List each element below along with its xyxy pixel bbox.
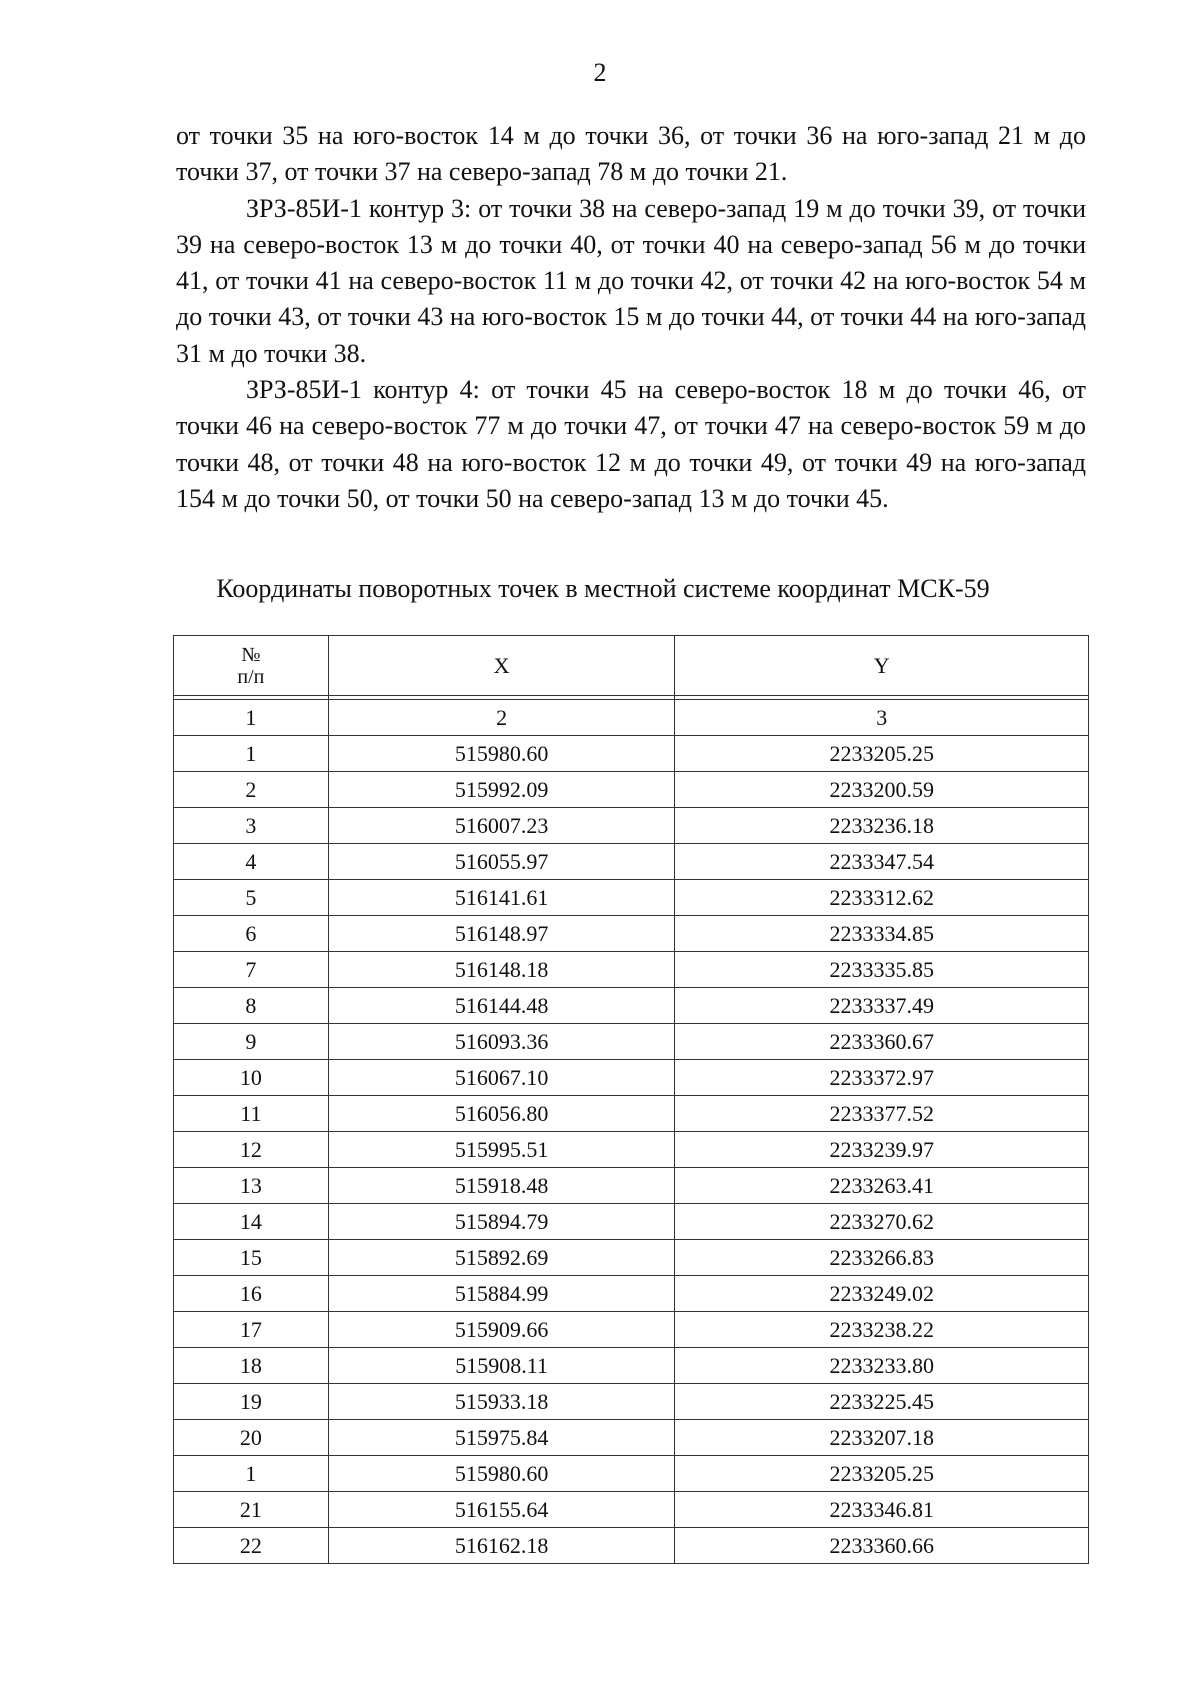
table-row	[174, 808, 1089, 844]
table-row	[174, 1168, 1089, 1204]
row-number: 14	[174, 1204, 329, 1240]
coord-x: 516162.18	[328, 1528, 675, 1564]
body-text	[176, 118, 1086, 517]
coord-y: 2233205.25	[675, 736, 1089, 772]
table-row	[174, 736, 1089, 772]
coord-y: 2233360.67	[675, 1024, 1089, 1060]
column-number: 2	[328, 700, 675, 736]
page-number: 2	[593, 58, 607, 87]
coord-x: 515918.48	[328, 1168, 675, 1204]
coord-y: 2233346.81	[675, 1492, 1089, 1528]
table-row	[174, 1492, 1089, 1528]
table-row	[174, 988, 1089, 1024]
table-row	[174, 1024, 1089, 1060]
coord-y: 2233249.02	[675, 1276, 1089, 1312]
table-row	[174, 1348, 1089, 1384]
coord-x: 516067.10	[328, 1060, 675, 1096]
coord-y: 2233372.97	[675, 1060, 1089, 1096]
table-header-row	[174, 636, 1089, 696]
table-row	[174, 880, 1089, 916]
header-number	[174, 636, 329, 696]
coord-y: 2233205.25	[675, 1456, 1089, 1492]
coordinates-table	[173, 635, 1089, 1564]
coord-y: 2233207.18	[675, 1420, 1089, 1456]
paragraph-contour-4: ЗРЗ-85И-1 контур 4: от точки 45 на северо-восток 18 м до точки 46, от точки 46 на северо-восток 77 м до точки 47, от точки 47 на северо-восток 59 м до точки 48, от точки 48 на юго-восток 12 м до точки 49, от точки 49 на юго-запад 154 м до точки 50, от точки 50 на северо-запад 13 м до точки 45.	[176, 375, 1086, 513]
row-number: 21	[174, 1492, 329, 1528]
row-number: 4	[174, 844, 329, 880]
row-number: 12	[174, 1132, 329, 1168]
table-row	[174, 1528, 1089, 1564]
coord-y: 2233347.54	[675, 844, 1089, 880]
row-number: 11	[174, 1096, 329, 1132]
row-number: 1	[174, 1456, 329, 1492]
coord-x: 515884.99	[328, 1276, 675, 1312]
coord-y: 2233360.66	[675, 1528, 1089, 1564]
column-number-row	[174, 700, 1089, 736]
table-row	[174, 1456, 1089, 1492]
coord-y: 2233233.80	[675, 1348, 1089, 1384]
coord-x: 515980.60	[328, 1456, 675, 1492]
table-row	[174, 844, 1089, 880]
coord-y: 2233312.62	[675, 880, 1089, 916]
table-row	[174, 916, 1089, 952]
coord-x: 516155.64	[328, 1492, 675, 1528]
header-number-label: п/п	[237, 665, 265, 688]
coord-y: 2233270.62	[675, 1204, 1089, 1240]
table-row	[174, 1240, 1089, 1276]
coord-y: 2233238.22	[675, 1312, 1089, 1348]
paragraph: от точки 35 на юго-восток 14 м до точки 36, от точки 36 на юго-запад 21 м до точки 37, от точки 37 на северо-запад 78 м до точки 21.	[176, 121, 1086, 187]
table-row	[174, 1060, 1089, 1096]
row-number: 9	[174, 1024, 329, 1060]
table-row	[174, 1204, 1089, 1240]
row-number: 6	[174, 916, 329, 952]
coord-x: 515975.84	[328, 1420, 675, 1456]
coord-y: 2233239.97	[675, 1132, 1089, 1168]
header-x: X	[328, 636, 675, 696]
row-number: 15	[174, 1240, 329, 1276]
coord-x: 515992.09	[328, 772, 675, 808]
coord-x: 515894.79	[328, 1204, 675, 1240]
row-number: 22	[174, 1528, 329, 1564]
header-number-symbol: №	[241, 643, 261, 666]
coord-y: 2233334.85	[675, 916, 1089, 952]
row-number: 18	[174, 1348, 329, 1384]
coord-x: 516148.18	[328, 952, 675, 988]
table-caption: Координаты поворотных точек в местной системе координат МСК-59	[216, 574, 990, 603]
paragraph-contour-3: ЗРЗ-85И-1 контур 3: от точки 38 на северо-запад 19 м до точки 39, от точки 39 на северо-восток 13 м до точки 40, от точки 40 на северо-запад 56 м до точки 41, от точки 41 на северо-восток 11 м до точки 42, от точки 42 на юго-восток 54 м до точки 43, от точки 43 на юго-восток 15 м до точки 44, от точки 44 на юго-запад 31 м до точки 38.	[176, 193, 1086, 368]
coord-y: 2233377.52	[675, 1096, 1089, 1132]
row-number: 13	[174, 1168, 329, 1204]
coord-x: 516056.80	[328, 1096, 675, 1132]
row-number: 1	[174, 736, 329, 772]
coord-x: 515933.18	[328, 1384, 675, 1420]
coord-x: 515995.51	[328, 1132, 675, 1168]
row-number: 19	[174, 1384, 329, 1420]
row-number: 3	[174, 808, 329, 844]
coord-x: 516007.23	[328, 808, 675, 844]
coord-y: 2233225.45	[675, 1384, 1089, 1420]
coord-x: 516093.36	[328, 1024, 675, 1060]
coord-y: 2233236.18	[675, 808, 1089, 844]
coord-y: 2233337.49	[675, 988, 1089, 1024]
coord-y: 2233200.59	[675, 772, 1089, 808]
row-number: 2	[174, 772, 329, 808]
column-number: 3	[675, 700, 1089, 736]
header-y: Y	[675, 636, 1089, 696]
coord-y: 2233263.41	[675, 1168, 1089, 1204]
row-number: 10	[174, 1060, 329, 1096]
table-row	[174, 772, 1089, 808]
coord-x: 516055.97	[328, 844, 675, 880]
row-number: 5	[174, 880, 329, 916]
coord-y: 2233266.83	[675, 1240, 1089, 1276]
table-row	[174, 1384, 1089, 1420]
table-row	[174, 952, 1089, 988]
coord-x: 515909.66	[328, 1312, 675, 1348]
table-row	[174, 1312, 1089, 1348]
coord-x: 515892.69	[328, 1240, 675, 1276]
table-row	[174, 1420, 1089, 1456]
row-number: 8	[174, 988, 329, 1024]
column-number: 1	[174, 700, 329, 736]
coord-x: 516144.48	[328, 988, 675, 1024]
coord-y: 2233335.85	[675, 952, 1089, 988]
table-row	[174, 1132, 1089, 1168]
table-row	[174, 1276, 1089, 1312]
coord-x: 515908.11	[328, 1348, 675, 1384]
row-number: 20	[174, 1420, 329, 1456]
coord-x: 516141.61	[328, 880, 675, 916]
row-number: 16	[174, 1276, 329, 1312]
coord-x: 515980.60	[328, 736, 675, 772]
row-number: 7	[174, 952, 329, 988]
row-number: 17	[174, 1312, 329, 1348]
coord-x: 516148.97	[328, 916, 675, 952]
table-row	[174, 1096, 1089, 1132]
